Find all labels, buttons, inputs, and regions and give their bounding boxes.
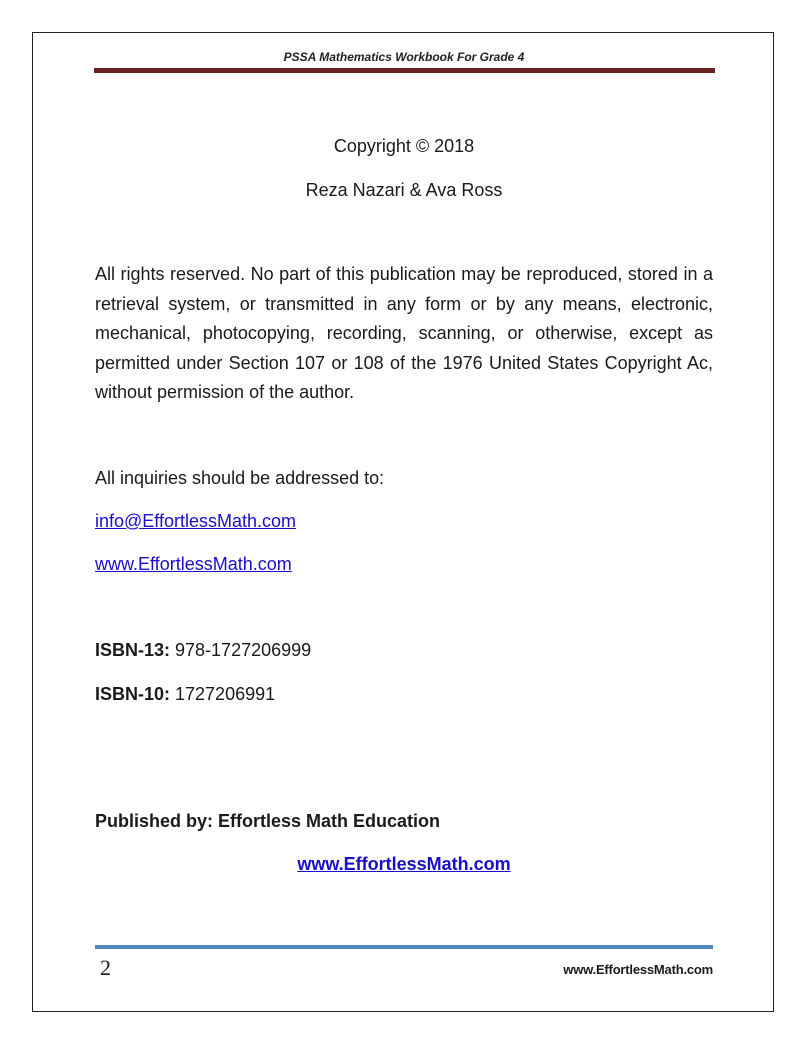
publisher-website-link[interactable]: www.EffortlessMath.com: [297, 854, 511, 874]
footer-website: www.EffortlessMath.com: [563, 962, 713, 977]
publisher-label: Published by: Effortless Math Education: [95, 811, 441, 831]
isbn10-value: 1727206991: [170, 684, 276, 704]
website-link[interactable]: www.EffortlessMath.com: [95, 554, 292, 574]
email-link[interactable]: info@EffortlessMath.com: [95, 511, 297, 531]
rights-paragraph: All rights reserved. No part of this publication may be reproduced, stored in a retrieval system, or transmitted in any form or by any means, electronic, mechanical, photocopying, recording, scanning, or otherwise, except as permitted under Section 107 or 108 of the 1976 United States Copyright Ac, without permission of the author.: [95, 264, 713, 402]
inquiries-label: All inquiries should be addressed to:: [95, 468, 385, 488]
header-title: PSSA Mathematics Workbook For Grade 4: [283, 50, 525, 64]
isbn10-label: ISBN-10:: [95, 684, 171, 704]
isbn13: [95, 640, 311, 661]
header-rule: [94, 68, 715, 73]
copyright-line: Copyright © 2018: [333, 136, 475, 156]
footer-rule: [95, 945, 713, 949]
isbn10: [95, 684, 275, 705]
isbn13-value: 978-1727206999: [170, 640, 312, 660]
authors: Reza Nazari & Ava Ross: [305, 180, 503, 200]
page-number: 2: [100, 955, 111, 980]
isbn13-label: ISBN-13:: [95, 640, 171, 660]
